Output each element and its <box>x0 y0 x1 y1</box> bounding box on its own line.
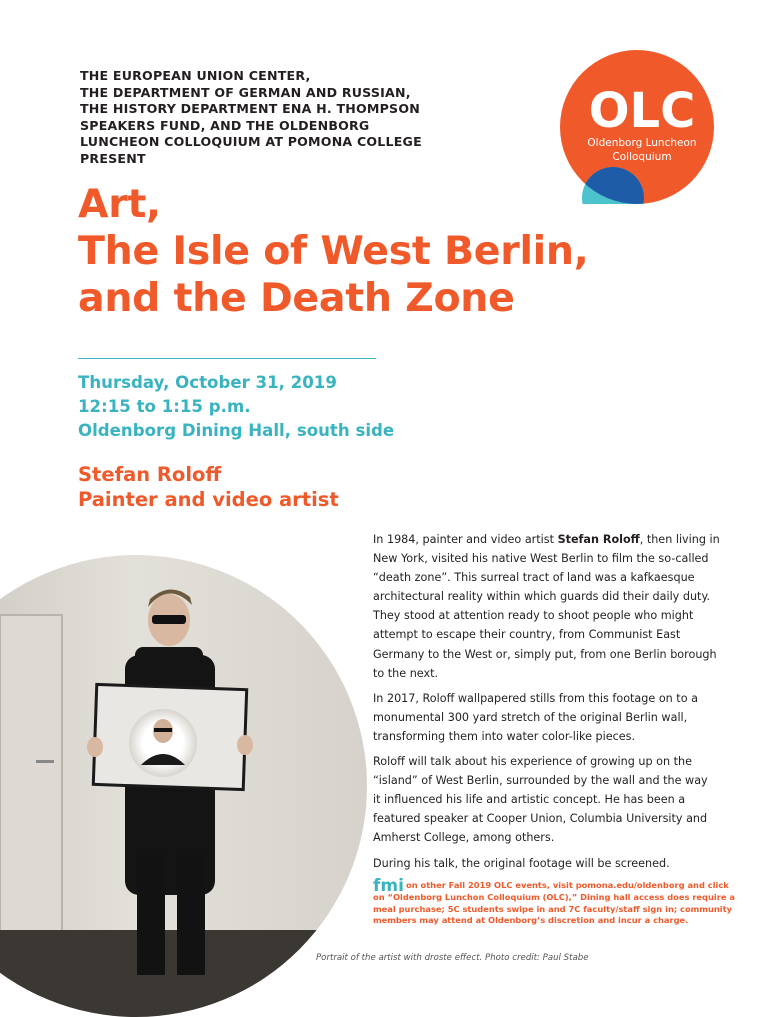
text-line: transforming them into water color-like pieces. <box>373 729 636 743</box>
text-line: “island” of West Berlin, surrounded by the wall and the way <box>373 774 708 788</box>
fmi-line: meal purchase; 5C students swipe in and 7C faculty/staff sign in; community <box>373 903 732 914</box>
speaker-name: Stefan Roloff <box>78 463 222 486</box>
text-line: “death zone”. This surreal tract of land was a kafkaesque <box>373 571 695 585</box>
presenter-line: SPEAKERS FUND, AND THE OLDENBORG <box>80 117 370 133</box>
presenter-line: THE HISTORY DEPARTMENT ENA H. THOMPSON <box>80 101 420 117</box>
event-location: Oldenborg Dining Hall, south side <box>78 421 395 440</box>
text-line: attempt to escape their country, from Communist East <box>373 628 681 642</box>
text-line: monumental 300 yard stretch of the original Berlin wall, <box>373 710 688 724</box>
title-line: Art, <box>78 181 161 227</box>
text-line: Germany to the West or, simply put, from one Berlin borough <box>373 647 717 661</box>
text-line: Roloff will talk about his experience of growing up on the <box>373 755 692 769</box>
speaker-name-inline: Stefan Roloff <box>557 533 640 546</box>
text-line: architectural reality within which guards did their daily duty. <box>373 590 711 604</box>
event-time: 12:15 to 1:15 p.m. <box>78 397 251 416</box>
fmi-line: members may attend at Oldenborg’s discretion and incur a charge. <box>373 915 689 926</box>
text-line: to the next. <box>373 666 439 680</box>
presenter-line: PRESENT <box>80 150 146 166</box>
speaker-role: Painter and video artist <box>78 488 339 511</box>
description-text <box>373 530 733 879</box>
photo-caption: Portrait of the artist with droste effect. Photo credit: Paul Stabe <box>316 953 589 963</box>
more-info-block <box>373 876 743 927</box>
title-line: The Isle of West Berlin, <box>78 228 589 274</box>
olc-logo-line2: Colloquium <box>612 151 672 163</box>
text-line: it influenced his life and artistic concept. He has been a <box>373 793 686 807</box>
text-line: They stood at attention ready to shoot people who might <box>373 609 694 623</box>
paragraph-1 <box>373 530 733 683</box>
event-title <box>78 181 588 322</box>
text-line: During his talk, the original footage will be screened. <box>373 856 670 870</box>
speaker-block <box>78 462 339 512</box>
olc-logo-text: OLC <box>588 83 696 139</box>
paragraph-4 <box>373 854 733 873</box>
event-date: Thursday, October 31, 2019 <box>78 373 337 392</box>
olc-logo-line1: Oldenborg Luncheon <box>587 137 697 149</box>
text-line: featured speaker at Cooper Union, Columbia University and <box>373 812 708 826</box>
text-line: New York, visited his native West Berlin to film the so-called <box>373 552 709 566</box>
presenters-block <box>80 68 500 168</box>
fmi-logo: fmi <box>373 876 404 896</box>
fmi-line: on “Oldenborg Lunchon Colloquium (OLC),” Dining hall access does require a <box>373 891 735 902</box>
text-line: In 2017, Roloff wallpapered stills from this footage on to a <box>373 691 698 705</box>
presenter-line: LUNCHEON COLLOQUIUM AT POMONA COLLEGE <box>80 134 422 150</box>
paragraph-3 <box>373 752 733 847</box>
text-line: In 1984, painter and video artist Stefan Roloff, then living in <box>373 533 720 546</box>
text-line: Amherst College, among others. <box>373 831 555 845</box>
event-details <box>78 371 394 443</box>
divider-rule <box>78 358 376 359</box>
fmi-line: on other Fall 2019 OLC events, visit pomona.edu/oldenborg and click <box>406 880 729 890</box>
paragraph-2 <box>373 689 733 746</box>
title-line: and the Death Zone <box>78 275 515 321</box>
artist-portrait-photo <box>0 555 367 1017</box>
presenter-line: THE DEPARTMENT OF GERMAN AND RUSSIAN, <box>80 84 411 100</box>
presenter-line: THE EUROPEAN UNION CENTER, <box>80 68 311 83</box>
fmi-text <box>373 880 743 927</box>
